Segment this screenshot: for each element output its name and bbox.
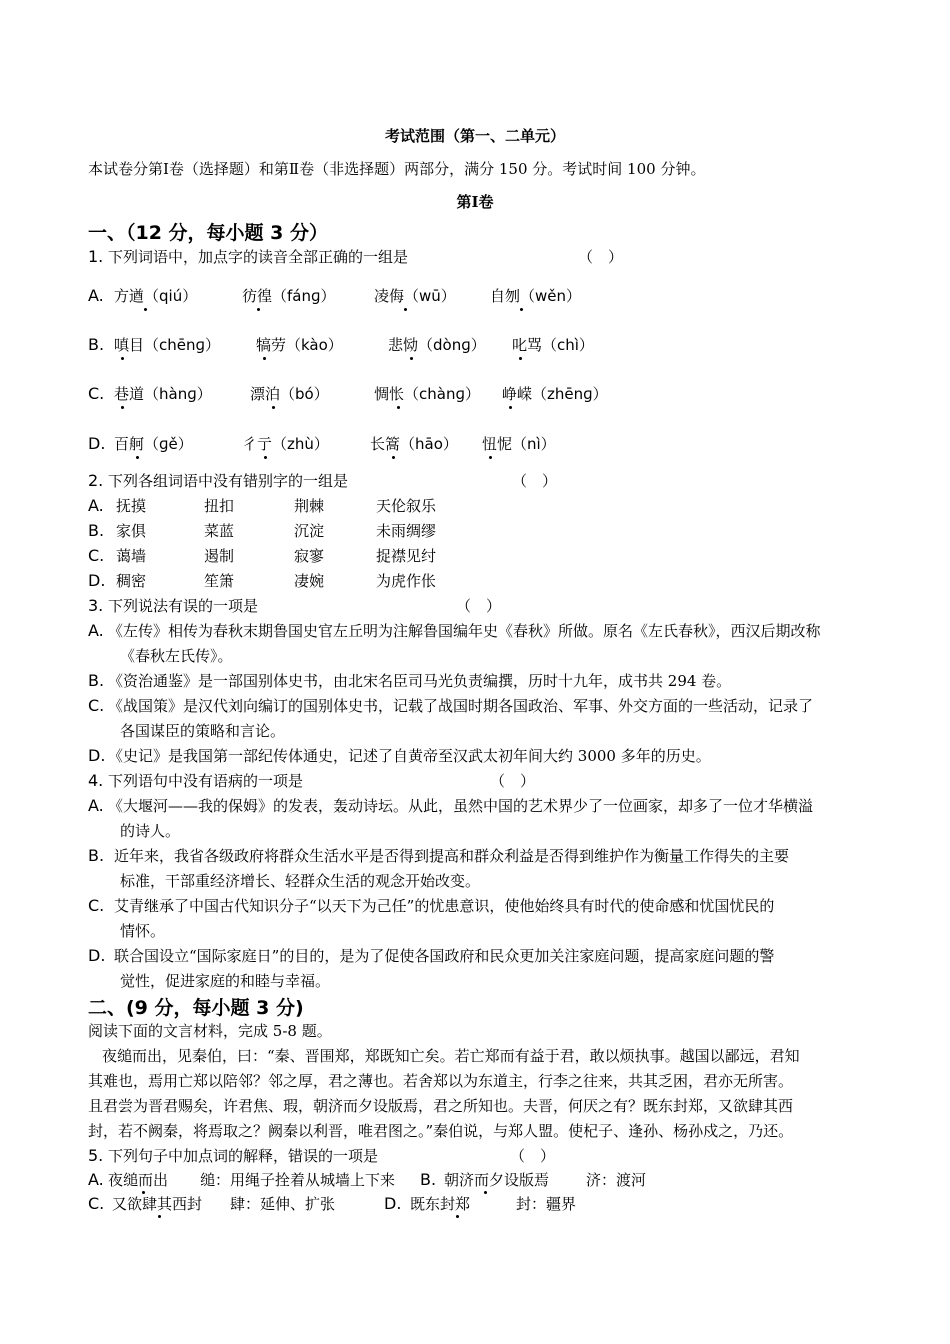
question-5-number: 5. <box>88 1146 104 1165</box>
question-4-answer-paren: （ ） <box>490 772 536 790</box>
emphasis-dot <box>121 357 124 360</box>
emphasis-dot <box>136 456 139 459</box>
emphasis-dot <box>410 357 413 360</box>
passage-line: 封，若不阙秦，将焉取之？阙秦以利晋，唯君图之。”秦伯说，与郑人盟。使杞子、逢孙、杨孙戍之，乃还。 <box>88 1122 794 1140</box>
exam-intro: 本试卷分第Ⅰ卷（选择题）和第Ⅱ卷（非选择题）两部分，满分 150 分。考试时间 100 分钟。 <box>88 160 706 178</box>
passage-line: 其难也，焉用亡郑以陪邻？邻之厚，君之薄也。若舍郑以为东道主，行李之往来，共其乏困，君亦无所害。 <box>88 1072 794 1090</box>
exam-title: 考试范围（第一、二单元） <box>384 127 565 145</box>
emphasis-dot <box>397 406 400 409</box>
question-1-answer-paren: （ ） <box>578 248 624 266</box>
emphasis-dot <box>257 308 260 311</box>
emphasis-dot <box>456 1215 459 1218</box>
question-4-stem: 4. 下列语句中没有语病的一项是 <box>88 771 304 790</box>
passage-line: 且君尝为晋君赐矣，许君焦、瑕，朝济而夕设版焉，君之所知也。夫晋，何厌之有？既东封郑，又欲肆其西 <box>88 1097 794 1115</box>
question-2-number: 2. <box>88 471 104 490</box>
emphasis-dot <box>142 1191 145 1194</box>
question-2-answer-paren: （ ） <box>512 472 558 490</box>
emphasis-dot <box>519 357 522 360</box>
question-2-stem: 2. 下列各组词语中没有错别字的一组是 <box>88 471 349 490</box>
question-3-number: 3. <box>88 596 104 615</box>
emphasis-dot <box>392 456 395 459</box>
emphasis-dot <box>121 406 124 409</box>
question-5-stem: 5. 下列句子中加点词的解释，错误的一项是 <box>88 1146 379 1165</box>
emphasis-dot <box>404 308 407 311</box>
emphasis-dot <box>263 357 266 360</box>
question-5-answer-paren: （ ） <box>510 1147 556 1165</box>
emphasis-dot <box>158 1215 161 1218</box>
section-2-instruction: 阅读下面的文言材料，完成 5-8 题。 <box>88 1022 332 1040</box>
emphasis-dot <box>272 406 275 409</box>
question-1-stem: 1. 下列词语中，加点字的读音全部正确的一组是 <box>88 247 409 266</box>
question-3-answer-paren: （ ） <box>456 597 502 615</box>
section-2-heading: 二、(9 分，每小题 3 分) <box>88 997 304 1019</box>
emphasis-dot <box>484 1191 487 1194</box>
emphasis-dot <box>264 456 267 459</box>
emphasis-dot <box>144 308 147 311</box>
question-4-number: 4. <box>88 771 104 790</box>
emphasis-dot <box>520 308 523 311</box>
section-1-heading: 一、（12 分，每小题 3 分） <box>88 222 329 244</box>
volume-title: 第Ⅰ卷 <box>456 193 494 211</box>
question-3-stem: 3. 下列说法有误的一项是 <box>88 596 259 615</box>
question-1-number: 1. <box>88 247 104 266</box>
emphasis-dot <box>509 406 512 409</box>
emphasis-dot <box>489 456 492 459</box>
passage-line: 夜缒而出，见秦伯，曰：“秦、晋围郑，郑既知亡矣。若亡郑而有益于君，敢以烦执事。越国以鄙远，君知 <box>102 1047 800 1065</box>
exam-page: 考试范围（第一、二单元） 本试卷分第Ⅰ卷（选择题）和第Ⅱ卷（非选择题）两部分，满分 150 分。考试时间 100 分钟。 第Ⅰ卷 一、（12 分，每小题 3 分） 1. 下列词语中，加点字的读音全部正确的一组是 （ ） A. 方遒（qiú） 彷徨（fánɡ） 凌侮（wū） 自刎（wěn） B. 嗔目（chēnɡ） 犒劳（kào） 悲恸（dònɡ） 叱骂（chì） C. 巷道（hànɡ） 漂泊（bó） 惆怅（chànɡ） 峥嵘（zhēnɡ） D. 百舸（ɡě） 彳亍（zhù） 长篙（hāo） 忸怩（nì） 2. 下列各组词语中没有错别字的一组是 （ ） A. 抚摸 扭扣 荆棘 天伦叙乐 B. 家俱 菜蓝 沉淀 未雨绸缪 C. 蔼墙 遏制 寂寥 捉襟见纣 D. 稠密 笙箫 凄婉 为虎作伥 3. 下列说法有误的一项是 （ ） A. 《左传》相传为春秋末期鲁国史官左丘明为注解鲁国编年史《春秋》所做。原名《左氏春秋》，西汉后期改称 《春秋左氏传》。 B. 《资治通鉴》是一部国别体史书，由北宋名臣司马光负责编撰，历时十九年，成书共 294 卷。 C. 《战国策》是汉代刘向编订的国别体史书，记载了战国时期各国政治、军事、外交方面的一些活动，记录了 各国谋臣的策略和言论。 D. 《史记》是我国第一部纪传体通史，记述了自黄帝至汉武太初年间大约 3000 多年的历史。 4. 下列语句中没有语病的一项是 （ ） A. 《大堰河——我的保姆》的发表，轰动诗坛。从此，虽然中国的艺术界少了一位画家，却多了一位才华横溢 的诗人。 B. 近年来，我省各级政府将群众生活水平是否得到提高和群众利益是否得到维护作为衡量工作得失的主要 标准，干部重经济增长、轻群众生活的观念开始改变。 C. 艾青继承了中国古代知识分子“以天下为己任”的忧患意识，使他始终具有时代的使命感和忧国忧民的 情怀。 D. 联合国设立“国际家庭日”的目的，是为了促使各国政府和民众更加关注家庭问题，提高家庭问题的警 觉性，促进家庭的和睦与幸福。 二、(9 分，每小题 3 分) 阅读下面的文言材料，完成 5-8 题。 夜缒而出，见秦伯，曰：“秦、晋围郑，郑既知亡矣。若亡郑而有益于君，敢以烦执事。越国以鄙远，君知 其难也，焉用亡郑以陪邻？邻之厚，君之薄也。若舍郑以为东道主，行李之往来，共其乏困，君亦无所害。 且君尝为晋君赐矣，许君焦、瑕，朝济而夕设版焉，君之所知也。夫晋，何厌之有？既东封郑，又欲肆其西 封，若不阙秦，将焉取之？阙秦以利晋，唯君图之。”秦伯说，与郑人盟。使杞子、逢孙、杨孙戍之，乃还。 5. 下列句子中加点词的解释，错误的一项是 （ ） A. 夜缒而出 缒：用绳子拴着从城墙上下来 B. 朝济而夕设版焉 济：渡河 C. 又欲肆其西封 肆：延伸、扩张 D. 既东封郑 封：疆界 <box>0 0 950 1344</box>
